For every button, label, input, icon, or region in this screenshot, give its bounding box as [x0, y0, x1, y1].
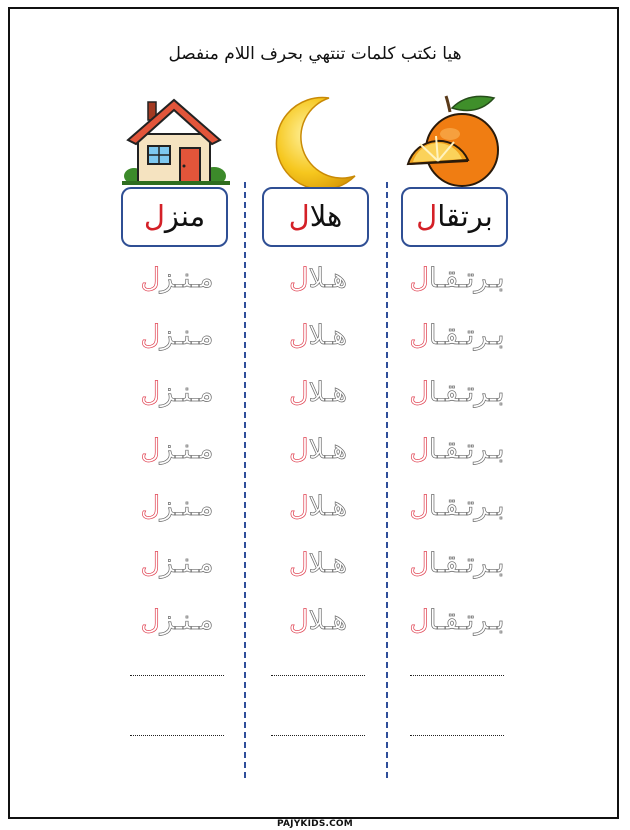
trace-stem: بـرتـقـا	[429, 263, 505, 294]
word-card-house	[121, 187, 228, 247]
trace-final-letter: ل	[140, 434, 161, 465]
trace-final-letter: ل	[409, 548, 430, 579]
trace-stem: بـرتـقـا	[429, 434, 505, 465]
trace-stem: هـلا	[308, 605, 347, 636]
word-stem: برتقا	[437, 199, 493, 233]
trace-word	[398, 605, 516, 637]
final-letter: ل	[416, 199, 438, 233]
trace-final-letter: ل	[140, 548, 161, 579]
trace-final-letter: ل	[140, 320, 161, 351]
trace-stem: بـرتـقـا	[429, 377, 505, 408]
column-divider-left	[244, 182, 246, 778]
trace-final-letter: ل	[289, 434, 309, 465]
trace-final-letter: ل	[289, 263, 309, 294]
trace-final-letter: ل	[289, 377, 309, 408]
trace-word	[118, 548, 236, 580]
writing-line[interactable]	[410, 735, 504, 736]
writing-line[interactable]	[130, 735, 224, 736]
orange-icon	[398, 90, 516, 190]
trace-word	[118, 434, 236, 466]
footer-text: PAJYKIDS.COM	[273, 819, 357, 829]
trace-stem: مـنـز	[160, 377, 214, 408]
trace-stem: بـرتـقـا	[429, 548, 505, 579]
writing-line[interactable]	[271, 735, 365, 736]
trace-final-letter: ل	[409, 320, 430, 351]
trace-final-letter: ل	[289, 320, 309, 351]
word-card-moon	[262, 187, 369, 247]
writing-line[interactable]	[271, 675, 365, 676]
trace-word	[118, 320, 236, 352]
trace-stem: مـنـز	[160, 491, 214, 522]
trace-word	[259, 434, 377, 466]
trace-stem: هـلا	[308, 263, 347, 294]
trace-word	[259, 263, 377, 295]
trace-stem: مـنـز	[160, 320, 214, 351]
trace-final-letter: ل	[140, 263, 161, 294]
trace-final-letter: ل	[140, 605, 161, 636]
trace-word	[259, 377, 377, 409]
word-card-orange	[401, 187, 508, 247]
trace-final-letter: ل	[289, 605, 309, 636]
trace-stem: مـنـز	[160, 263, 214, 294]
final-letter: ل	[288, 199, 310, 233]
worksheet-title: هيا نكتب كلمات تنتهي بحرف اللام منفصل	[168, 44, 462, 64]
writing-line[interactable]	[130, 675, 224, 676]
word-stem: منز	[164, 199, 206, 233]
trace-final-letter: ل	[409, 605, 430, 636]
trace-word	[118, 605, 236, 637]
trace-final-letter: ل	[140, 377, 161, 408]
trace-word	[118, 263, 236, 295]
trace-final-letter: ل	[409, 434, 430, 465]
writing-line[interactable]	[410, 675, 504, 676]
trace-word	[259, 548, 377, 580]
trace-stem: مـنـز	[160, 434, 214, 465]
trace-stem: مـنـز	[160, 548, 214, 579]
trace-stem: هـلا	[308, 377, 347, 408]
trace-word	[398, 377, 516, 409]
trace-final-letter: ل	[289, 491, 309, 522]
trace-word	[398, 434, 516, 466]
trace-word	[259, 605, 377, 637]
trace-stem: بـرتـقـا	[429, 605, 505, 636]
final-letter: ل	[143, 199, 165, 233]
trace-word	[398, 320, 516, 352]
footer-brand	[0, 811, 630, 830]
trace-final-letter: ل	[409, 491, 430, 522]
trace-stem: مـنـز	[160, 605, 214, 636]
trace-stem: هـلا	[308, 434, 347, 465]
trace-word	[118, 377, 236, 409]
trace-word	[259, 491, 377, 523]
trace-stem: بـرتـقـا	[429, 491, 505, 522]
house-icon	[118, 90, 236, 190]
trace-stem: هـلا	[308, 491, 347, 522]
trace-stem: هـلا	[308, 320, 347, 351]
trace-final-letter: ل	[140, 491, 161, 522]
column-divider-right	[386, 182, 388, 778]
trace-final-letter: ل	[289, 548, 309, 579]
trace-word	[398, 263, 516, 295]
crescent-moon-icon	[259, 90, 377, 190]
trace-final-letter: ل	[409, 377, 430, 408]
trace-word	[398, 548, 516, 580]
trace-word	[259, 320, 377, 352]
trace-stem: هـلا	[308, 548, 347, 579]
trace-final-letter: ل	[409, 263, 430, 294]
trace-word	[118, 491, 236, 523]
word-stem: هلا	[309, 199, 343, 233]
trace-stem: بـرتـقـا	[429, 320, 505, 351]
trace-word	[398, 491, 516, 523]
